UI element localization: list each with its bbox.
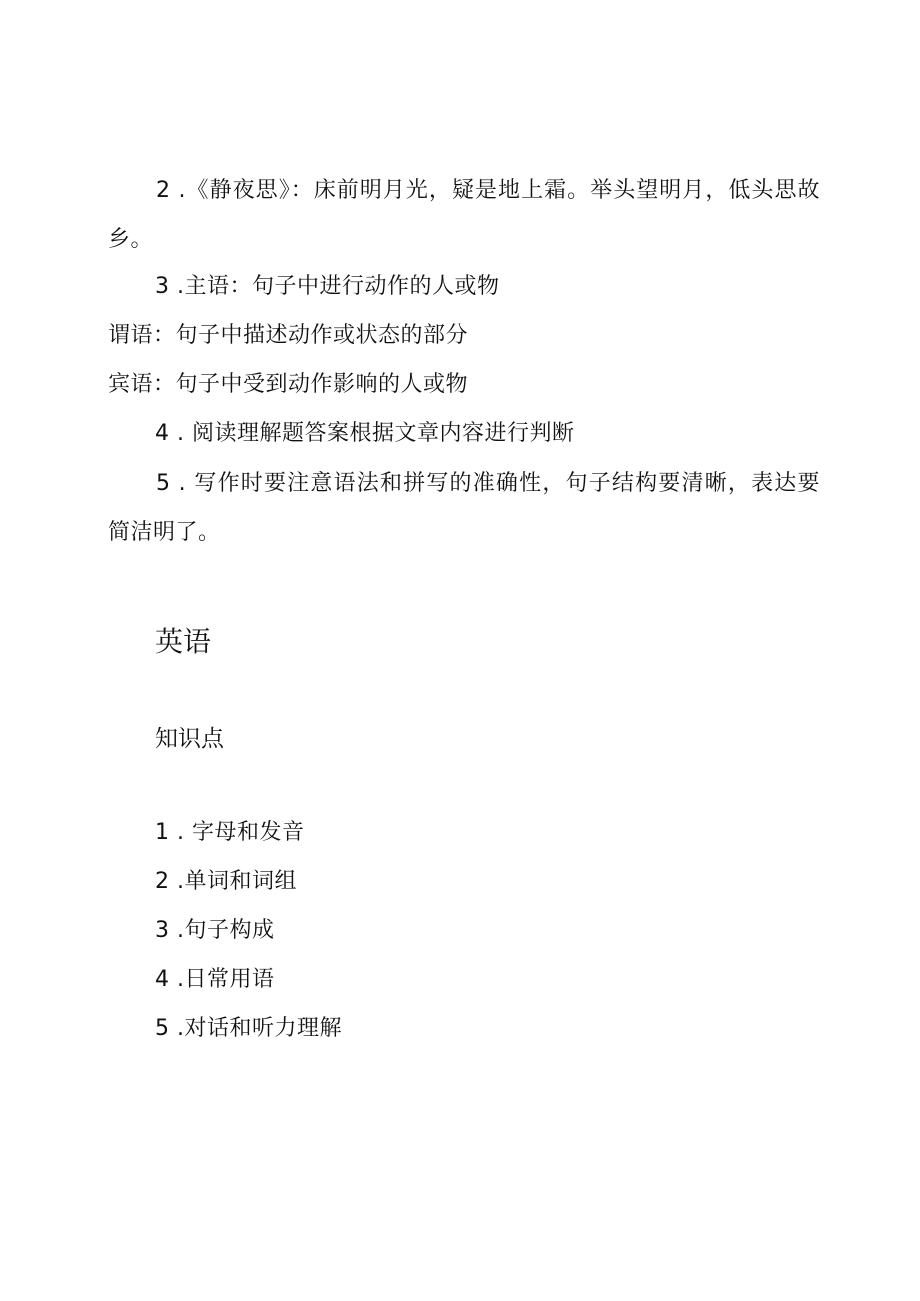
chinese-item-2: 2 .《静夜思》：床前明月光，疑是地上霜。举头望明月，低头思故乡。 xyxy=(108,178,820,252)
chinese-item-3-object: 宾语：句子中受到动作影响的人或物 xyxy=(108,372,469,397)
chinese-item-3-subject: 3 .主语：句子中进行动作的人或物 xyxy=(155,274,500,299)
chinese-item-5: 5 . 写作时要注意语法和拼写的准确性，句子结构要清晰，表达要简洁明了。 xyxy=(108,471,820,545)
english-item-2: 2 .单词和词组 xyxy=(155,869,297,894)
knowledge-points-heading: 知识点 xyxy=(155,726,224,752)
english-section-title: 英语 xyxy=(155,625,212,658)
english-item-4: 4 .日常用语 xyxy=(155,967,275,992)
chinese-item-3-predicate: 谓语：句子中描述动作或状态的部分 xyxy=(108,323,469,348)
english-item-1: 1 . 字母和发音 xyxy=(155,820,305,845)
chinese-item-4: 4 . 阅读理解题答案根据文章内容进行判断 xyxy=(155,421,575,446)
english-item-5: 5 .对话和听力理解 xyxy=(155,1016,342,1041)
english-item-3: 3 .句子构成 xyxy=(155,918,275,943)
